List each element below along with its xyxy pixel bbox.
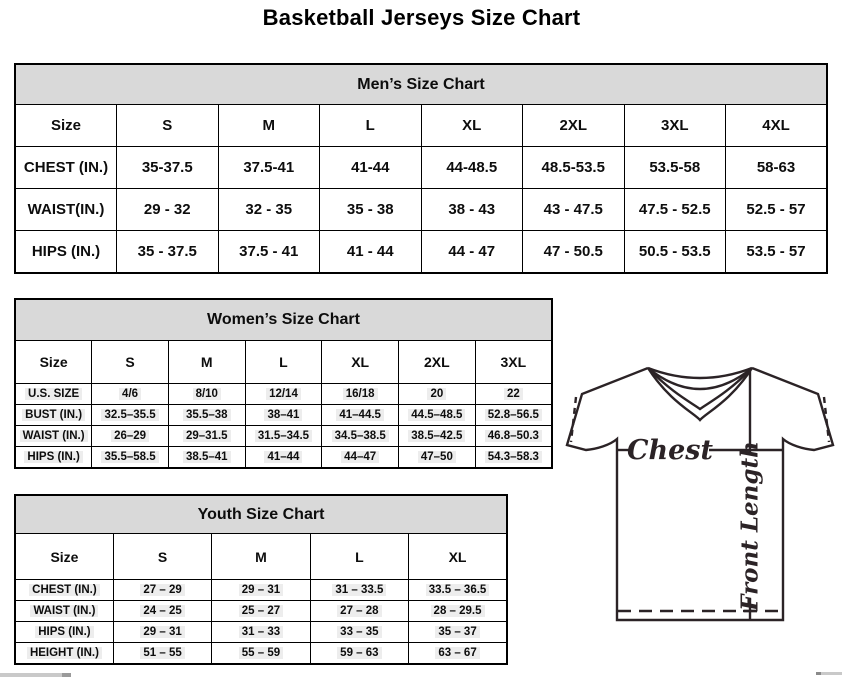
collar-back-arc-1 — [648, 368, 752, 378]
value-cell: 41–44.5 — [322, 405, 399, 426]
value-cell: 38 - 43 — [421, 189, 523, 231]
value-cell: 41–44 — [245, 447, 322, 469]
value-cell: 31.5–34.5 — [245, 426, 322, 447]
value-cell: 41-44 — [320, 147, 422, 189]
value-cell: 52.5 - 57 — [726, 189, 828, 231]
column-header-row — [15, 341, 552, 384]
value-cell: 50.5 - 53.5 — [624, 231, 726, 274]
value-cell: 55 – 59 — [212, 643, 310, 665]
row-label-cell: HEIGHT (IN.) — [15, 643, 113, 665]
value-cell: 54.3–58.3 — [475, 447, 552, 469]
value-cell: 33 – 35 — [310, 622, 408, 643]
value-cell: 8/10 — [168, 384, 245, 405]
value-cell: 31 – 33 — [212, 622, 310, 643]
chart-header-row — [15, 299, 552, 341]
front-length-label: Front Length — [736, 441, 764, 611]
value-cell: 44 - 47 — [421, 231, 523, 274]
value-cell: 38.5–42.5 — [399, 426, 476, 447]
value-cell: 52.8–56.5 — [475, 405, 552, 426]
value-cell: 58-63 — [726, 147, 828, 189]
value-cell: 31 – 33.5 — [310, 580, 408, 601]
table-row — [15, 231, 827, 274]
youth-size-chart-table — [14, 494, 508, 665]
value-cell: 29–31.5 — [168, 426, 245, 447]
value-cell: 44-48.5 — [421, 147, 523, 189]
row-label-cell: WAIST(IN.) — [15, 189, 117, 231]
column-header-cell: S — [113, 534, 211, 580]
value-cell: 44.5–48.5 — [399, 405, 476, 426]
value-cell: 47–50 — [399, 447, 476, 469]
chest-label: Chest — [627, 435, 713, 466]
chart-header-row — [15, 64, 827, 105]
value-cell: 25 – 27 — [212, 601, 310, 622]
column-header-cell: XL — [421, 105, 523, 147]
row-label-cell: CHEST (IN.) — [15, 147, 117, 189]
value-cell: 44–47 — [322, 447, 399, 469]
value-cell: 27 – 29 — [113, 580, 211, 601]
value-cell: 35 - 38 — [320, 189, 422, 231]
value-cell: 33.5 – 36.5 — [409, 580, 507, 601]
value-cell: 12/14 — [245, 384, 322, 405]
value-cell: 35 - 37.5 — [117, 231, 219, 274]
column-header-cell: L — [310, 534, 408, 580]
value-cell: 51 – 55 — [113, 643, 211, 665]
womens-size-chart-table — [14, 298, 553, 469]
value-cell: 22 — [475, 384, 552, 405]
row-label-cell: WAIST (IN.) — [15, 426, 92, 447]
page-title: Basketball Jerseys Size Chart — [262, 5, 581, 30]
value-cell: 59 – 63 — [310, 643, 408, 665]
table-row — [15, 580, 507, 601]
scrollbar-fragment-right — [816, 672, 842, 675]
value-cell: 35.5–58.5 — [92, 447, 169, 469]
column-header-row — [15, 105, 827, 147]
value-cell: 32 - 35 — [218, 189, 320, 231]
chart-header-title: Youth Size Chart — [15, 495, 507, 534]
value-cell: 35 – 37 — [409, 622, 507, 643]
value-cell: 32.5–35.5 — [92, 405, 169, 426]
row-label-cell: HIPS (IN.) — [15, 447, 92, 469]
value-cell: 47 - 50.5 — [523, 231, 625, 274]
column-header-cell: M — [212, 534, 310, 580]
value-cell: 26–29 — [92, 426, 169, 447]
value-cell: 53.5-58 — [624, 147, 726, 189]
value-cell: 4/6 — [92, 384, 169, 405]
column-header-cell: Size — [15, 534, 113, 580]
collar-v-outer — [648, 368, 752, 420]
column-header-cell: XL — [322, 341, 399, 384]
column-header-cell: M — [218, 105, 320, 147]
column-header-cell: L — [245, 341, 322, 384]
value-cell: 37.5 - 41 — [218, 231, 320, 274]
column-header-cell: 2XL — [523, 105, 625, 147]
value-cell: 28 – 29.5 — [409, 601, 507, 622]
row-label-cell: BUST (IN.) — [15, 405, 92, 426]
value-cell: 34.5–38.5 — [322, 426, 399, 447]
value-cell: 38–41 — [245, 405, 322, 426]
value-cell: 35-37.5 — [117, 147, 219, 189]
mens-size-chart-table — [14, 63, 828, 274]
value-cell: 29 - 32 — [117, 189, 219, 231]
value-cell: 53.5 - 57 — [726, 231, 828, 274]
column-header-cell: S — [92, 341, 169, 384]
chart-header-title: Men’s Size Chart — [15, 64, 827, 105]
value-cell: 47.5 - 52.5 — [624, 189, 726, 231]
column-header-cell: XL — [409, 534, 507, 580]
column-header-row — [15, 534, 507, 580]
row-label-cell: U.S. SIZE — [15, 384, 92, 405]
value-cell: 20 — [399, 384, 476, 405]
value-cell: 43 - 47.5 — [523, 189, 625, 231]
table-row — [15, 643, 507, 665]
row-label-cell: CHEST (IN.) — [15, 580, 113, 601]
value-cell: 63 – 67 — [409, 643, 507, 665]
table-row — [15, 622, 507, 643]
jersey-outline — [567, 368, 833, 620]
value-cell: 24 – 25 — [113, 601, 211, 622]
value-cell: 27 – 28 — [310, 601, 408, 622]
value-cell: 46.8–50.3 — [475, 426, 552, 447]
column-header-cell: Size — [15, 105, 117, 147]
column-header-cell: L — [320, 105, 422, 147]
value-cell: 29 – 31 — [212, 580, 310, 601]
scrollbar-fragment-left — [0, 673, 71, 677]
column-header-cell: 3XL — [475, 341, 552, 384]
chart-header-row — [15, 495, 507, 534]
jersey-measurement-diagram — [557, 361, 843, 629]
column-header-cell: M — [168, 341, 245, 384]
table-row — [15, 601, 507, 622]
row-label-cell: WAIST (IN.) — [15, 601, 113, 622]
value-cell: 41 - 44 — [320, 231, 422, 274]
value-cell: 16/18 — [322, 384, 399, 405]
table-row — [15, 447, 552, 469]
row-label-cell: HIPS (IN.) — [15, 622, 113, 643]
column-header-cell: 2XL — [399, 341, 476, 384]
value-cell: 48.5-53.5 — [523, 147, 625, 189]
value-cell: 37.5-41 — [218, 147, 320, 189]
chart-header-title: Women’s Size Chart — [15, 299, 552, 341]
column-header-cell: Size — [15, 341, 92, 384]
table-row — [15, 426, 552, 447]
value-cell: 35.5–38 — [168, 405, 245, 426]
column-header-cell: 4XL — [726, 105, 828, 147]
table-row — [15, 384, 552, 405]
value-cell: 38.5–41 — [168, 447, 245, 469]
table-row — [15, 405, 552, 426]
value-cell: 29 – 31 — [113, 622, 211, 643]
column-header-cell: 3XL — [624, 105, 726, 147]
column-header-cell: S — [117, 105, 219, 147]
table-row — [15, 147, 827, 189]
table-row — [15, 189, 827, 231]
row-label-cell: HIPS (IN.) — [15, 231, 117, 274]
